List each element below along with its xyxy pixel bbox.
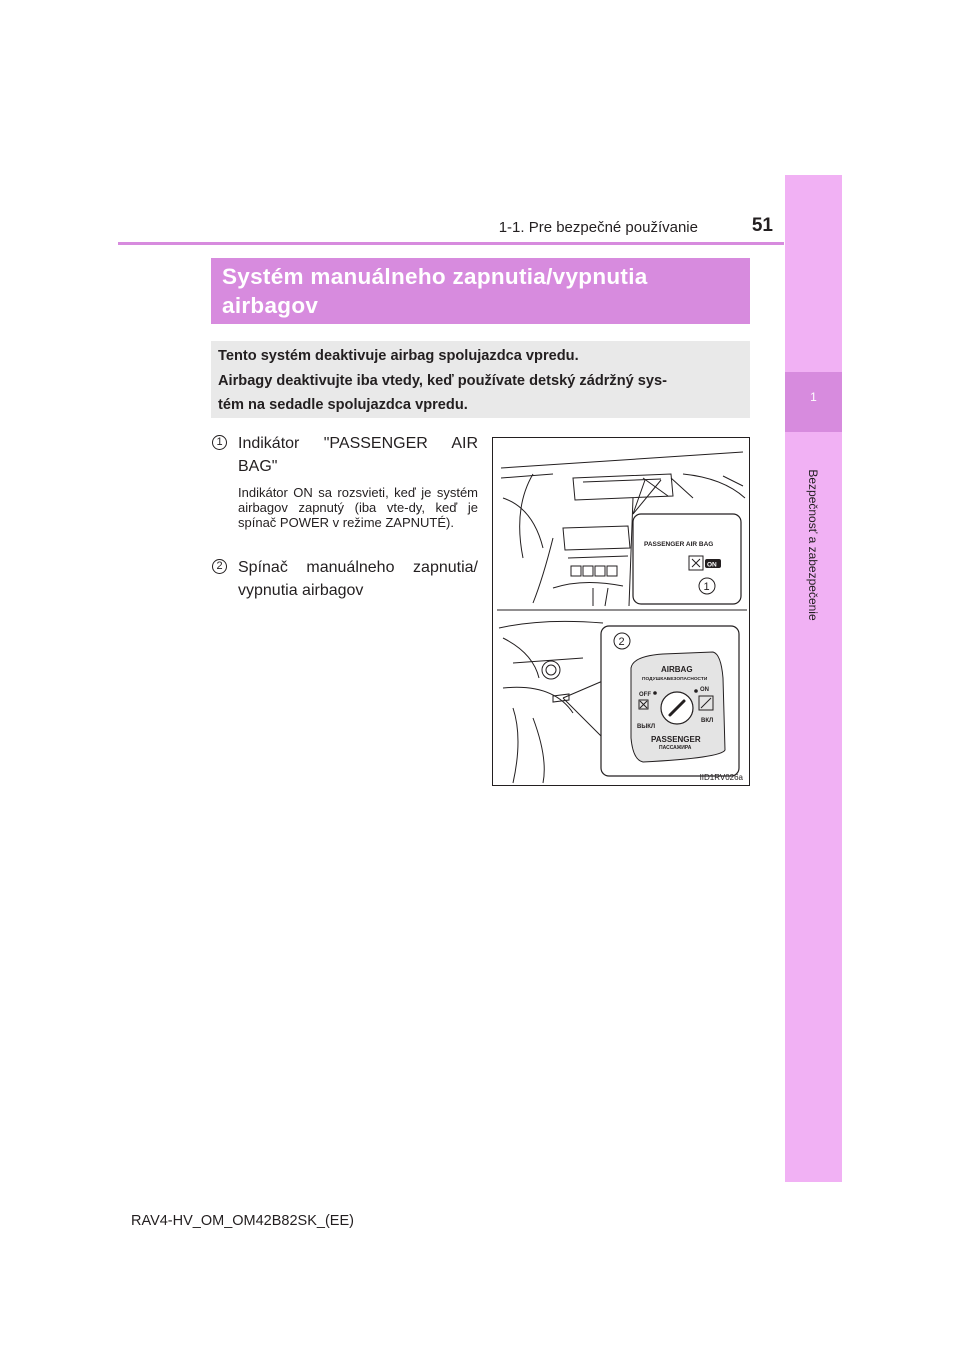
- indicator-on-text: ON: [707, 561, 717, 569]
- item-title-1: Indikátor "PASSENGER AIR BAG": [238, 435, 478, 475]
- footer-manual-code: RAV4-HV_OM_OM42B82SK_(EE): [131, 1213, 354, 1229]
- illustration: [492, 437, 750, 786]
- switch-on-label: ON: [700, 687, 709, 693]
- callout-2-text: 2: [618, 636, 625, 648]
- section-title-line1: Systém manuálneho zapnutia/vypnutia: [222, 264, 648, 289]
- chapter-number: 1: [810, 390, 817, 404]
- figure-code: IID1RV026a: [699, 773, 743, 782]
- intro-box: [211, 341, 750, 418]
- side-tab: [785, 175, 842, 1182]
- switch-off-label: OFF: [639, 692, 651, 698]
- switch-off-ru-label: ВЫКЛ: [637, 724, 656, 730]
- switch-on-dot: [694, 689, 698, 693]
- chapter-label: Bezpečnosť a zabezpečenie: [806, 469, 820, 621]
- airbag-off-icon: [689, 556, 703, 570]
- list-item-1: [212, 432, 478, 530]
- header-rule: [118, 242, 784, 245]
- section-title: [211, 258, 750, 324]
- page-number: 51: [751, 215, 773, 236]
- switch-airbag-ru-label: ПОДУШКАБЕЗОПАСНОСТИ: [642, 677, 708, 682]
- switch-on-ru-label: ВКЛ: [701, 718, 714, 724]
- header-section-title: 1-1. Pre bezpečné používanie: [498, 219, 698, 236]
- intro-line2: Airbagy deaktivujte iba vtedy, keď používate detský zádržný sys-: [218, 372, 667, 389]
- item-number-1: 1: [212, 435, 227, 450]
- switch-off-dot: [653, 691, 657, 695]
- list-item-2: [212, 556, 478, 602]
- item-title-2: Spínač manuálneho zapnutia/ vypnutia airbagov: [238, 559, 478, 599]
- switch-passenger-ru-label: ПАССАЖИРА: [659, 745, 692, 751]
- intro-line3: tém na sedadle spolujazdca vpredu.: [218, 397, 468, 413]
- indicator-inset: [633, 514, 741, 604]
- item-number-2: 2: [212, 559, 227, 574]
- intro-line1: Tento systém deaktivuje airbag spolujazdca vpredu.: [218, 348, 579, 364]
- section-title-line2: airbagov: [222, 293, 319, 318]
- illustration-drawing: [493, 438, 750, 786]
- switch-airbag-label: AIRBAG: [661, 665, 693, 674]
- item-description-1: Indikátor ON sa rozsvieti, keď je systém airbagov zapnutý (iba vte-dy, keď je spínač POWER v režime ZAPNUTÉ).: [238, 485, 478, 530]
- switch-passenger-label: PASSENGER: [651, 735, 701, 744]
- callout-1-text: 1: [703, 581, 710, 593]
- indicator-label: PASSENGER AIR BAG: [644, 541, 714, 548]
